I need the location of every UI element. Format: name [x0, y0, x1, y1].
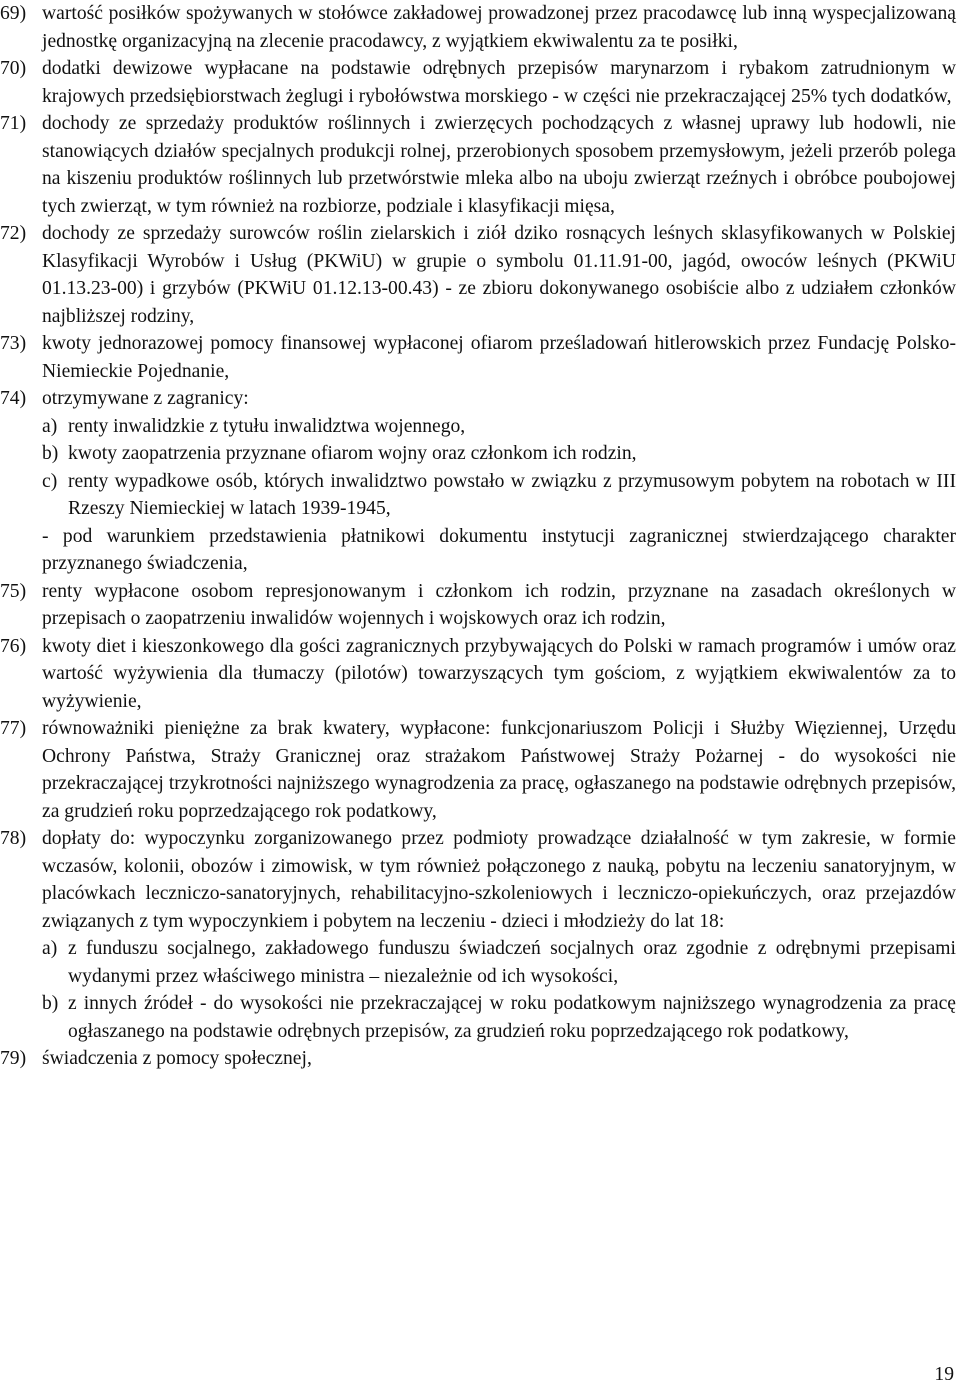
sub-item-78a — [0, 935, 956, 990]
item-text: równoważniki pieniężne za brak kwatery, wypłacone: funkcjonariuszom Policji i Służby Więziennej, Urzędu Ochrony Państwa, Straży Granicznej oraz strażakom Państwowej Straży Pożarnej - do wysokości nie przekraczającej trzykrotności najniższego wynagrodzenia za pracę, ogłaszanego na podstawie odrębnych przepisów, za grudzień roku poprzedzającego rok podatkowy, — [42, 718, 956, 822]
list-item-73 — [0, 330, 956, 385]
list-item-72 — [0, 220, 956, 330]
list-item-79 — [0, 1045, 956, 1073]
sub-item-74a — [0, 413, 956, 441]
sub-item-text: kwoty zaopatrzenia przyznane ofiarom wojny oraz członkom ich rodzin, — [68, 443, 637, 464]
list-item-75 — [0, 578, 956, 633]
list-item-71 — [0, 110, 956, 220]
item-number: 72) — [0, 223, 27, 244]
item-text: wartość posiłków spożywanych w stołówce zakładowej prowadzonej przez pracodawcę lub inną wyspecjalizowaną jednostkę organizacyjną na zlecenie pracodawcy, z wyjątkiem ekwiwalentu za te posiłki, — [42, 3, 956, 52]
item-text: dochody ze sprzedaży surowców roślin zielarskich i ziół dziko rosnących leśnych sklasyfikowanych w Polskiej Klasyfikacji Wyrobów i Usług (PKWiU) w grupie o symbolu 01.11.91-00, jagód, owoców leśnych (PKWiU 01.13.23-00) i grzybów (PKWiU 01.12.13-00.43) - ze zbioru dokonywanego osobiście albo z udziałem członków najbliższej rodziny, — [42, 223, 956, 327]
item-number: 78) — [0, 828, 27, 849]
item-number: 75) — [0, 580, 27, 602]
list-item-69 — [0, 0, 956, 55]
list-item-78 — [0, 825, 956, 935]
item-number: 79) — [0, 1048, 27, 1069]
sub-item-label: a) — [42, 415, 58, 437]
sub-item-text: renty wypadkowe osób, których inwalidztwo powstało w związku z przymusowym pobytem na robotach w III Rzeszy Niemieckiej w latach 1939-1945, — [68, 470, 956, 519]
item-text: kwoty diet i kieszonkowego dla gości zagranicznych przybywających do Polski w ramach programów i umów oraz wartość wyżywienia dla tłumaczy (pilotów) towarzyszących tym gościom, z wyjątkiem ekwiwalentów za to wyżywienie, — [42, 635, 956, 712]
item-text: renty wypłacone osobom represjonowanym i członkom ich rodzin, przyznane na zasadach określonych w przepisach o zaopatrzeniu inwalidów wojennych i wojskowych oraz ich rodzin, — [42, 580, 956, 629]
sub-item-text: z funduszu socjalnego, zakładowego funduszu świadczeń socjalnych oraz zgodnie z odrębnymi przepisami wydanymi przez właściwego ministra – niezależnie od ich wysokości, — [68, 938, 956, 987]
sub-item-label: c) — [42, 470, 58, 492]
item-number: 69) — [0, 3, 27, 24]
sub-item-text: z innych źródeł - do wysokości nie przekraczającej w roku podatkowym najniższego wynagrodzenia za pracę ogłaszanego na podstawie odrębnych przepisów, za grudzień roku poprzedzającego rok podatkowy, — [68, 993, 956, 1042]
sub-item-74b — [0, 440, 956, 468]
item-number: 71) — [0, 113, 27, 134]
sub-item-label: b) — [42, 443, 59, 464]
item-text: świadczenia z pomocy społecznej, — [42, 1048, 312, 1069]
sub-item-text: renty inwalidzkie z tytułu inwalidztwa wojennego, — [68, 415, 466, 437]
item-text: dopłaty do: wypoczynku zorganizowanego przez podmioty prowadzące działalność w tym zakresie, w formie wczasów, kolonii, obozów i zimowisk, w tym również połączonego z nauką, pobytu na leczeniu sanatoryjnym, w placówkach leczniczo-sanatoryjnych, rehabilitacyjno-szkoleniowych i leczniczo-opiekuńczych, oraz przejazdów związanych z tym wypoczynkiem i pobytem na leczeniu - dzieci i młodzieży do lat 18: — [42, 828, 956, 932]
sub-item-label: b) — [42, 993, 59, 1014]
condition-note-74: - pod warunkiem przedstawienia płatnikowi dokumentu instytucji zagranicznej stwierdzającego charakter przyznanego świadczenia, — [42, 525, 956, 574]
item-text: dochody ze sprzedaży produktów roślinnych i zwierzęcych pochodzących z własnej uprawy lub hodowli, nie stanowiących działów specjalnych produkcji rolnej, przerobionych sposobem przemysłowym, jeżeli przerób polega na kiszeniu produktów roślinnych lub przetwórstwie mleka albo na uboju zwierząt rzeźnych i obróbce poubojowej tych zwierząt, w tym również na rozbiorze, podziale i klasyfikacji mięsa, — [42, 113, 956, 217]
sub-item-74c — [0, 468, 956, 523]
item-text: otrzymywane z zagranicy: — [42, 388, 249, 409]
item-text: kwoty jednorazowej pomocy finansowej wypłaconej ofiarom prześladowań hitlerowskich przez Fundację Polsko-Niemieckie Pojednanie, — [42, 333, 956, 382]
page-number: 19 — [934, 1364, 954, 1385]
list-item-77 — [0, 715, 956, 825]
item-text: dodatki dewizowe wypłacane na podstawie odrębnych przepisów marynarzom i rybakom zatrudnionym w krajowych przedsiębiorstwach żeglugi i rybołówstwa morskiego - w części nie przekraczającej 25% tych dodatków, — [42, 58, 956, 107]
list-item-76 — [0, 633, 956, 716]
item-number: 74) — [0, 388, 27, 409]
item-number: 73) — [0, 333, 27, 354]
sub-item-78b — [0, 990, 956, 1045]
item-number: 77) — [0, 718, 27, 739]
list-item-74 — [0, 385, 956, 413]
sub-item-label: a) — [42, 938, 58, 959]
list-item-70 — [0, 55, 956, 110]
item-number: 76) — [0, 635, 27, 657]
item-number: 70) — [0, 58, 27, 79]
